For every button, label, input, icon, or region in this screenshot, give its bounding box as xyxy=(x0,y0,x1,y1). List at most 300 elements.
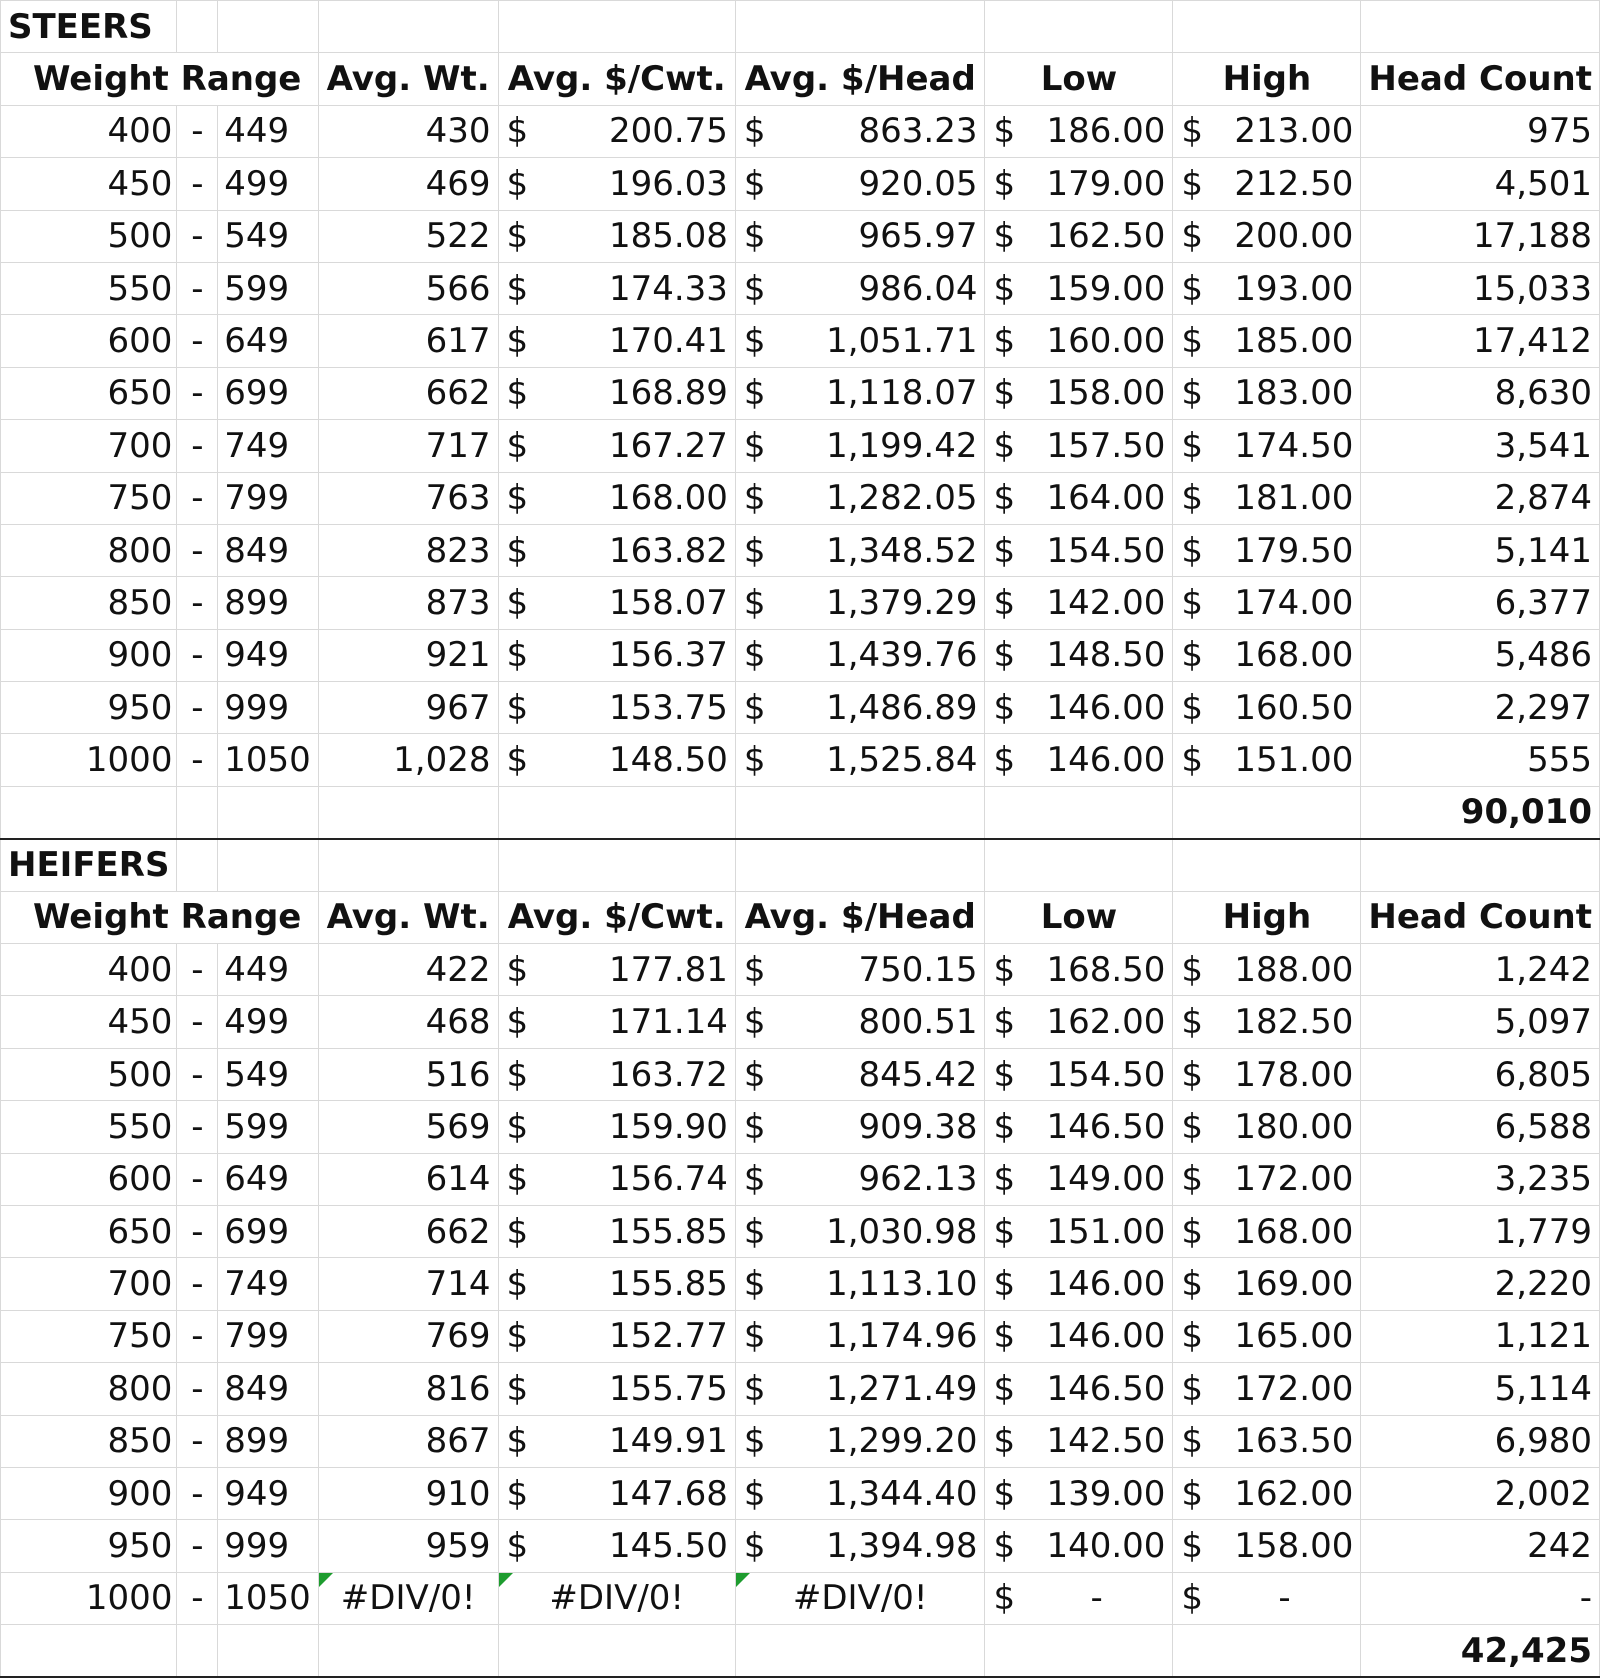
avg-wt-cell[interactable]: 469 xyxy=(318,158,498,210)
head-count-cell[interactable]: 4,501 xyxy=(1361,158,1600,210)
weight-from-cell[interactable]: 650 xyxy=(1,1205,177,1257)
low-cell[interactable] xyxy=(985,1153,1173,1205)
avg-head-cell[interactable] xyxy=(735,1363,985,1415)
range-separator-cell[interactable]: - xyxy=(177,105,218,157)
weight-to-cell[interactable]: 799 xyxy=(218,1310,319,1362)
avg-head-cell[interactable] xyxy=(735,1205,985,1257)
empty-cell[interactable] xyxy=(1,786,177,838)
avg-head-cell[interactable] xyxy=(735,682,985,734)
low-cell[interactable] xyxy=(985,944,1173,996)
avg-wt-cell[interactable]: 662 xyxy=(318,1205,498,1257)
head-count-cell[interactable]: 5,486 xyxy=(1361,629,1600,681)
avg-wt-cell[interactable]: 516 xyxy=(318,1048,498,1100)
high-cell[interactable] xyxy=(1173,472,1361,524)
range-separator-cell[interactable]: - xyxy=(177,1048,218,1100)
empty-cell[interactable] xyxy=(985,839,1173,891)
avg-head-cell[interactable] xyxy=(735,1467,985,1519)
empty-cell[interactable] xyxy=(177,839,218,891)
high-cell-value: 182.50 xyxy=(1234,1002,1354,1043)
avg-cwt-cell[interactable] xyxy=(498,367,735,419)
avg-wt-cell[interactable]: 763 xyxy=(318,472,498,524)
avg-wt-cell[interactable]: 921 xyxy=(318,629,498,681)
head-count-cell[interactable]: 6,805 xyxy=(1361,1048,1600,1100)
weight-from-cell[interactable]: 500 xyxy=(1,1048,177,1100)
low-cell[interactable] xyxy=(985,1415,1173,1467)
section-title[interactable]: STEERS xyxy=(1,1,177,53)
weight-to-cell[interactable]: 949 xyxy=(218,629,319,681)
weight-to-cell[interactable]: 999 xyxy=(218,1520,319,1572)
empty-cell[interactable] xyxy=(318,839,498,891)
avg-wt-cell[interactable]: 873 xyxy=(318,577,498,629)
avg-wt-cell[interactable]: 430 xyxy=(318,105,498,157)
empty-cell[interactable] xyxy=(735,839,985,891)
weight-from-cell[interactable]: 500 xyxy=(1,210,177,262)
weight-from-cell[interactable]: 1000 xyxy=(1,734,177,786)
empty-cell[interactable] xyxy=(1361,839,1600,891)
weight-to-cell[interactable]: 949 xyxy=(218,1467,319,1519)
high-cell[interactable] xyxy=(1173,1153,1361,1205)
avg-wt-cell[interactable]: 614 xyxy=(318,1153,498,1205)
high-cell[interactable] xyxy=(1173,1258,1361,1310)
avg-wt-cell[interactable]: 910 xyxy=(318,1467,498,1519)
currency-symbol: $ xyxy=(506,1264,529,1305)
high-cell[interactable] xyxy=(1173,1467,1361,1519)
head-count-cell[interactable]: 1,242 xyxy=(1361,944,1600,996)
weight-to-cell[interactable]: 599 xyxy=(218,262,319,314)
range-separator-cell[interactable]: - xyxy=(177,944,218,996)
range-separator-cell[interactable]: - xyxy=(177,367,218,419)
weight-from-cell[interactable]: 950 xyxy=(1,682,177,734)
range-separator-cell[interactable]: - xyxy=(177,262,218,314)
empty-cell[interactable] xyxy=(177,1,218,53)
column-header-avg-wt[interactable]: Avg. Wt. xyxy=(318,53,498,105)
head-count-cell[interactable]: 5,114 xyxy=(1361,1363,1600,1415)
avg-wt-cell[interactable]: 959 xyxy=(318,1520,498,1572)
empty-cell[interactable] xyxy=(1361,1,1600,53)
weight-from-cell[interactable]: 800 xyxy=(1,1363,177,1415)
section-title[interactable]: HEIFERS xyxy=(1,839,177,891)
weight-to-cell[interactable]: 649 xyxy=(218,315,319,367)
range-separator-cell[interactable]: - xyxy=(177,1572,218,1624)
column-header-head-count[interactable]: Head Count xyxy=(1361,53,1600,105)
empty-cell[interactable] xyxy=(498,839,735,891)
avg-head-cell[interactable] xyxy=(735,1310,985,1362)
high-cell[interactable] xyxy=(1173,420,1361,472)
head-count-cell[interactable]: 2,297 xyxy=(1361,682,1600,734)
avg-cwt-cell[interactable] xyxy=(498,996,735,1048)
weight-to-cell[interactable]: 749 xyxy=(218,1258,319,1310)
low-cell[interactable] xyxy=(985,1258,1173,1310)
high-cell[interactable] xyxy=(1173,682,1361,734)
avg-cwt-cell[interactable] xyxy=(498,1572,735,1624)
avg-head-cell[interactable] xyxy=(735,1258,985,1310)
column-header-avg-wt[interactable]: Avg. Wt. xyxy=(318,891,498,943)
empty-cell[interactable] xyxy=(498,1,735,53)
range-separator-cell[interactable]: - xyxy=(177,734,218,786)
avg-head-cell[interactable] xyxy=(735,1101,985,1153)
weight-from-cell[interactable]: 450 xyxy=(1,158,177,210)
empty-cell[interactable] xyxy=(177,786,218,838)
empty-cell[interactable] xyxy=(735,1,985,53)
avg-head-cell[interactable] xyxy=(735,158,985,210)
high-cell[interactable] xyxy=(1173,1048,1361,1100)
high-cell[interactable] xyxy=(1173,1101,1361,1153)
weight-from-cell[interactable]: 1000 xyxy=(1,1572,177,1624)
column-header-low[interactable]: Low xyxy=(985,891,1173,943)
high-cell[interactable] xyxy=(1173,1363,1361,1415)
avg-cwt-cell[interactable] xyxy=(498,1415,735,1467)
range-separator-cell[interactable]: - xyxy=(177,577,218,629)
avg-cwt-cell[interactable] xyxy=(498,158,735,210)
high-cell[interactable] xyxy=(1173,577,1361,629)
avg-cwt-cell[interactable] xyxy=(498,210,735,262)
high-cell[interactable] xyxy=(1173,1310,1361,1362)
high-cell-value: 163.50 xyxy=(1234,1421,1354,1462)
empty-cell[interactable] xyxy=(985,1625,1173,1677)
empty-cell[interactable] xyxy=(218,1,319,53)
column-header-high[interactable]: High xyxy=(1173,891,1361,943)
weight-to-cell[interactable]: 749 xyxy=(218,420,319,472)
weight-to-cell[interactable]: 849 xyxy=(218,524,319,576)
empty-cell[interactable] xyxy=(1173,786,1361,838)
empty-cell[interactable] xyxy=(498,786,735,838)
high-cell[interactable] xyxy=(1173,524,1361,576)
low-cell[interactable] xyxy=(985,367,1173,419)
empty-cell[interactable] xyxy=(218,1625,319,1677)
avg-cwt-cell[interactable] xyxy=(498,1205,735,1257)
avg-cwt-cell[interactable] xyxy=(498,420,735,472)
head-count-cell[interactable]: 17,412 xyxy=(1361,315,1600,367)
weight-to-cell[interactable]: 1050 xyxy=(218,1572,319,1624)
empty-cell[interactable] xyxy=(735,1625,985,1677)
currency-symbol: $ xyxy=(506,1526,529,1567)
column-header-high[interactable]: High xyxy=(1173,53,1361,105)
head-count-cell[interactable]: 2,220 xyxy=(1361,1258,1600,1310)
avg-wt-cell[interactable]: 662 xyxy=(318,367,498,419)
avg-head-cell[interactable] xyxy=(735,734,985,786)
range-separator-cell[interactable]: - xyxy=(177,472,218,524)
avg-wt-cell[interactable]: 422 xyxy=(318,944,498,996)
avg-head-cell[interactable] xyxy=(735,262,985,314)
high-cell[interactable] xyxy=(1173,1520,1361,1572)
avg-head-cell[interactable] xyxy=(735,315,985,367)
range-separator-cell[interactable]: - xyxy=(177,682,218,734)
high-cell[interactable] xyxy=(1173,1572,1361,1624)
empty-cell[interactable] xyxy=(318,1625,498,1677)
high-cell[interactable] xyxy=(1173,367,1361,419)
range-separator-cell[interactable]: - xyxy=(177,210,218,262)
avg-wt-cell[interactable]: 823 xyxy=(318,524,498,576)
head-count-cell[interactable]: 1,121 xyxy=(1361,1310,1600,1362)
weight-from-cell[interactable]: 900 xyxy=(1,629,177,681)
weight-from-cell[interactable]: 600 xyxy=(1,1153,177,1205)
head-count-cell[interactable]: 6,980 xyxy=(1361,1415,1600,1467)
avg-cwt-cell[interactable] xyxy=(498,682,735,734)
weight-to-cell[interactable]: 549 xyxy=(218,1048,319,1100)
low-cell[interactable] xyxy=(985,1520,1173,1572)
avg-cwt-cell[interactable] xyxy=(498,315,735,367)
currency-symbol: $ xyxy=(993,373,1016,414)
empty-cell[interactable] xyxy=(1,1625,177,1677)
high-cell[interactable] xyxy=(1173,996,1361,1048)
weight-to-cell[interactable]: 899 xyxy=(218,1415,319,1467)
head-count-total[interactable]: 90,010 xyxy=(1361,786,1600,838)
column-header-weight-range[interactable]: Weight Range xyxy=(1,53,319,105)
weight-to-cell[interactable]: 849 xyxy=(218,1363,319,1415)
empty-cell[interactable] xyxy=(985,1,1173,53)
empty-cell[interactable] xyxy=(1173,1625,1361,1677)
weight-from-cell[interactable]: 600 xyxy=(1,315,177,367)
column-header-head-count[interactable]: Head Count xyxy=(1361,891,1600,943)
empty-cell[interactable] xyxy=(1173,1,1361,53)
avg-wt-cell[interactable]: 816 xyxy=(318,1363,498,1415)
weight-to-cell[interactable]: 499 xyxy=(218,158,319,210)
range-separator-cell[interactable]: - xyxy=(177,1520,218,1572)
avg-cwt-cell[interactable] xyxy=(498,629,735,681)
low-cell[interactable] xyxy=(985,1572,1173,1624)
range-separator-cell[interactable]: - xyxy=(177,1153,218,1205)
head-count-cell[interactable]: 555 xyxy=(1361,734,1600,786)
empty-cell[interactable] xyxy=(218,839,319,891)
low-cell[interactable] xyxy=(985,996,1173,1048)
low-cell[interactable] xyxy=(985,1310,1173,1362)
low-cell[interactable] xyxy=(985,472,1173,524)
avg-wt-cell[interactable]: 1,028 xyxy=(318,734,498,786)
weight-from-cell[interactable]: 700 xyxy=(1,420,177,472)
low-cell[interactable] xyxy=(985,315,1173,367)
avg-cwt-cell[interactable] xyxy=(498,1153,735,1205)
avg-head-cell[interactable] xyxy=(735,577,985,629)
table-row xyxy=(1,524,1600,576)
head-count-cell[interactable]: 17,188 xyxy=(1361,210,1600,262)
low-cell[interactable] xyxy=(985,682,1173,734)
empty-cell[interactable] xyxy=(318,1,498,53)
weight-from-cell[interactable]: 750 xyxy=(1,1310,177,1362)
avg-wt-cell[interactable]: 617 xyxy=(318,315,498,367)
weight-from-cell[interactable]: 750 xyxy=(1,472,177,524)
weight-from-cell[interactable]: 550 xyxy=(1,1101,177,1153)
range-separator-cell[interactable]: - xyxy=(177,1310,218,1362)
empty-cell[interactable] xyxy=(735,786,985,838)
high-cell[interactable] xyxy=(1173,315,1361,367)
avg-cwt-cell[interactable] xyxy=(498,472,735,524)
column-header-avg-head[interactable]: Avg. $/Head xyxy=(735,53,985,105)
avg-head-cell[interactable] xyxy=(735,1048,985,1100)
empty-cell[interactable] xyxy=(1173,839,1361,891)
high-cell[interactable] xyxy=(1173,262,1361,314)
empty-cell[interactable] xyxy=(985,786,1173,838)
avg-wt-cell[interactable]: 867 xyxy=(318,1415,498,1467)
weight-to-cell[interactable]: 449 xyxy=(218,944,319,996)
low-cell[interactable] xyxy=(985,105,1173,157)
weight-from-cell[interactable]: 400 xyxy=(1,105,177,157)
range-separator-cell[interactable]: - xyxy=(177,1467,218,1519)
head-count-cell[interactable]: 3,235 xyxy=(1361,1153,1600,1205)
range-separator-cell[interactable]: - xyxy=(177,315,218,367)
head-count-cell[interactable]: 2,874 xyxy=(1361,472,1600,524)
avg-head-cell[interactable] xyxy=(735,524,985,576)
low-cell[interactable] xyxy=(985,420,1173,472)
empty-cell[interactable] xyxy=(498,1625,735,1677)
low-cell[interactable] xyxy=(985,158,1173,210)
high-cell[interactable] xyxy=(1173,158,1361,210)
avg-head-cell[interactable] xyxy=(735,1153,985,1205)
empty-cell[interactable] xyxy=(218,786,319,838)
high-cell[interactable] xyxy=(1173,210,1361,262)
range-separator-cell[interactable]: - xyxy=(177,1415,218,1467)
column-header-low[interactable]: Low xyxy=(985,53,1173,105)
head-count-cell[interactable]: 975 xyxy=(1361,105,1600,157)
weight-to-cell[interactable]: 699 xyxy=(218,367,319,419)
weight-to-cell[interactable]: 649 xyxy=(218,1153,319,1205)
head-count-cell[interactable]: 5,141 xyxy=(1361,524,1600,576)
weight-from-cell[interactable]: 700 xyxy=(1,1258,177,1310)
avg-cwt-cell[interactable] xyxy=(498,1101,735,1153)
low-cell[interactable] xyxy=(985,1101,1173,1153)
high-cell[interactable] xyxy=(1173,944,1361,996)
avg-wt-cell[interactable]: 566 xyxy=(318,262,498,314)
currency-symbol: $ xyxy=(743,1106,766,1147)
range-separator-cell[interactable]: - xyxy=(177,1205,218,1257)
head-count-cell[interactable]: 242 xyxy=(1361,1520,1600,1572)
high-cell[interactable] xyxy=(1173,1415,1361,1467)
weight-from-cell[interactable]: 900 xyxy=(1,1467,177,1519)
head-count-cell[interactable]: 2,002 xyxy=(1361,1467,1600,1519)
avg-wt-cell[interactable]: 714 xyxy=(318,1258,498,1310)
weight-to-cell[interactable]: 899 xyxy=(218,577,319,629)
avg-head-cell[interactable] xyxy=(735,367,985,419)
column-header-avg-cwt[interactable]: Avg. $/Cwt. xyxy=(498,53,735,105)
avg-head-cell[interactable] xyxy=(735,420,985,472)
low-cell[interactable] xyxy=(985,1467,1173,1519)
avg-head-cell[interactable] xyxy=(735,1415,985,1467)
high-cell[interactable] xyxy=(1173,734,1361,786)
avg-wt-cell[interactable] xyxy=(318,1572,498,1624)
weight-to-cell[interactable]: 599 xyxy=(218,1101,319,1153)
weight-from-cell[interactable]: 650 xyxy=(1,367,177,419)
weight-to-cell[interactable]: 449 xyxy=(218,105,319,157)
high-cell[interactable] xyxy=(1173,1205,1361,1257)
head-count-cell[interactable]: 3,541 xyxy=(1361,420,1600,472)
avg-wt-cell[interactable]: 522 xyxy=(318,210,498,262)
low-cell[interactable] xyxy=(985,734,1173,786)
weight-from-cell[interactable]: 850 xyxy=(1,1415,177,1467)
weight-from-cell[interactable]: 550 xyxy=(1,262,177,314)
low-cell[interactable] xyxy=(985,262,1173,314)
head-count-cell[interactable]: 15,033 xyxy=(1361,262,1600,314)
low-cell[interactable] xyxy=(985,210,1173,262)
currency-symbol: $ xyxy=(993,425,1016,466)
avg-wt-cell[interactable]: 468 xyxy=(318,996,498,1048)
avg-cwt-cell[interactable] xyxy=(498,262,735,314)
avg-head-cell-value: 1,379.29 xyxy=(826,582,978,623)
avg-cwt-cell[interactable] xyxy=(498,944,735,996)
weight-to-cell[interactable]: 699 xyxy=(218,1205,319,1257)
head-count-cell[interactable]: 5,097 xyxy=(1361,996,1600,1048)
range-separator-cell[interactable]: - xyxy=(177,420,218,472)
avg-cwt-cell[interactable] xyxy=(498,1467,735,1519)
head-count-cell[interactable]: 1,779 xyxy=(1361,1205,1600,1257)
weight-to-cell[interactable]: 1050 xyxy=(218,734,319,786)
avg-head-cell[interactable] xyxy=(735,472,985,524)
avg-wt-cell[interactable]: 769 xyxy=(318,1310,498,1362)
avg-head-cell[interactable] xyxy=(735,210,985,262)
weight-to-cell[interactable]: 999 xyxy=(218,682,319,734)
avg-head-cell[interactable] xyxy=(735,105,985,157)
avg-head-cell[interactable] xyxy=(735,944,985,996)
avg-wt-cell[interactable]: 569 xyxy=(318,1101,498,1153)
range-separator-cell[interactable]: - xyxy=(177,158,218,210)
head-count-cell[interactable]: 6,588 xyxy=(1361,1101,1600,1153)
currency-symbol: $ xyxy=(993,949,1016,990)
weight-from-cell[interactable]: 450 xyxy=(1,996,177,1048)
weight-from-cell[interactable]: 800 xyxy=(1,524,177,576)
weight-to-cell[interactable]: 799 xyxy=(218,472,319,524)
table-row xyxy=(1,944,1600,996)
avg-cwt-cell[interactable] xyxy=(498,1363,735,1415)
avg-head-cell[interactable] xyxy=(735,996,985,1048)
low-cell[interactable] xyxy=(985,629,1173,681)
low-cell[interactable] xyxy=(985,1205,1173,1257)
avg-cwt-cell-value: 200.75 xyxy=(608,111,728,152)
avg-wt-cell[interactable]: 717 xyxy=(318,420,498,472)
currency-symbol: $ xyxy=(743,216,766,257)
weight-to-cell[interactable]: 549 xyxy=(218,210,319,262)
avg-head-cell-value: 1,282.05 xyxy=(826,478,978,519)
avg-cwt-cell[interactable] xyxy=(498,1048,735,1100)
head-count-cell[interactable]: 6,377 xyxy=(1361,577,1600,629)
avg-cwt-cell[interactable] xyxy=(498,1520,735,1572)
avg-cwt-cell[interactable] xyxy=(498,1310,735,1362)
column-header-avg-cwt[interactable]: Avg. $/Cwt. xyxy=(498,891,735,943)
head-count-cell[interactable]: 8,630 xyxy=(1361,367,1600,419)
range-separator-cell[interactable]: - xyxy=(177,996,218,1048)
high-cell[interactable] xyxy=(1173,105,1361,157)
avg-cwt-cell[interactable] xyxy=(498,734,735,786)
weight-from-cell[interactable]: 400 xyxy=(1,944,177,996)
low-cell[interactable] xyxy=(985,524,1173,576)
avg-cwt-cell[interactable] xyxy=(498,1258,735,1310)
range-separator-cell[interactable]: - xyxy=(177,1363,218,1415)
high-cell[interactable] xyxy=(1173,629,1361,681)
weight-from-cell[interactable]: 950 xyxy=(1,1520,177,1572)
empty-cell[interactable] xyxy=(318,786,498,838)
range-separator-cell[interactable]: - xyxy=(177,629,218,681)
weight-from-cell[interactable]: 850 xyxy=(1,577,177,629)
avg-head-cell[interactable] xyxy=(735,1572,985,1624)
range-separator-cell[interactable]: - xyxy=(177,524,218,576)
head-count-total[interactable]: 42,425 xyxy=(1361,1625,1600,1677)
avg-cwt-cell[interactable] xyxy=(498,105,735,157)
low-cell[interactable] xyxy=(985,577,1173,629)
low-cell[interactable] xyxy=(985,1048,1173,1100)
avg-head-cell[interactable] xyxy=(735,629,985,681)
avg-cwt-cell[interactable] xyxy=(498,524,735,576)
weight-to-cell[interactable]: 499 xyxy=(218,996,319,1048)
low-cell[interactable] xyxy=(985,1363,1173,1415)
column-header-avg-head[interactable]: Avg. $/Head xyxy=(735,891,985,943)
avg-wt-cell[interactable]: 967 xyxy=(318,682,498,734)
range-separator-cell[interactable]: - xyxy=(177,1258,218,1310)
avg-cwt-cell[interactable] xyxy=(498,577,735,629)
avg-head-cell[interactable] xyxy=(735,1520,985,1572)
column-header-weight-range[interactable]: Weight Range xyxy=(1,891,319,943)
range-separator-cell[interactable]: - xyxy=(177,1101,218,1153)
high-cell-value: 174.50 xyxy=(1234,425,1354,466)
high-cell-value: - xyxy=(1278,1578,1291,1619)
head-count-cell[interactable]: - xyxy=(1361,1572,1600,1624)
empty-cell[interactable] xyxy=(177,1625,218,1677)
